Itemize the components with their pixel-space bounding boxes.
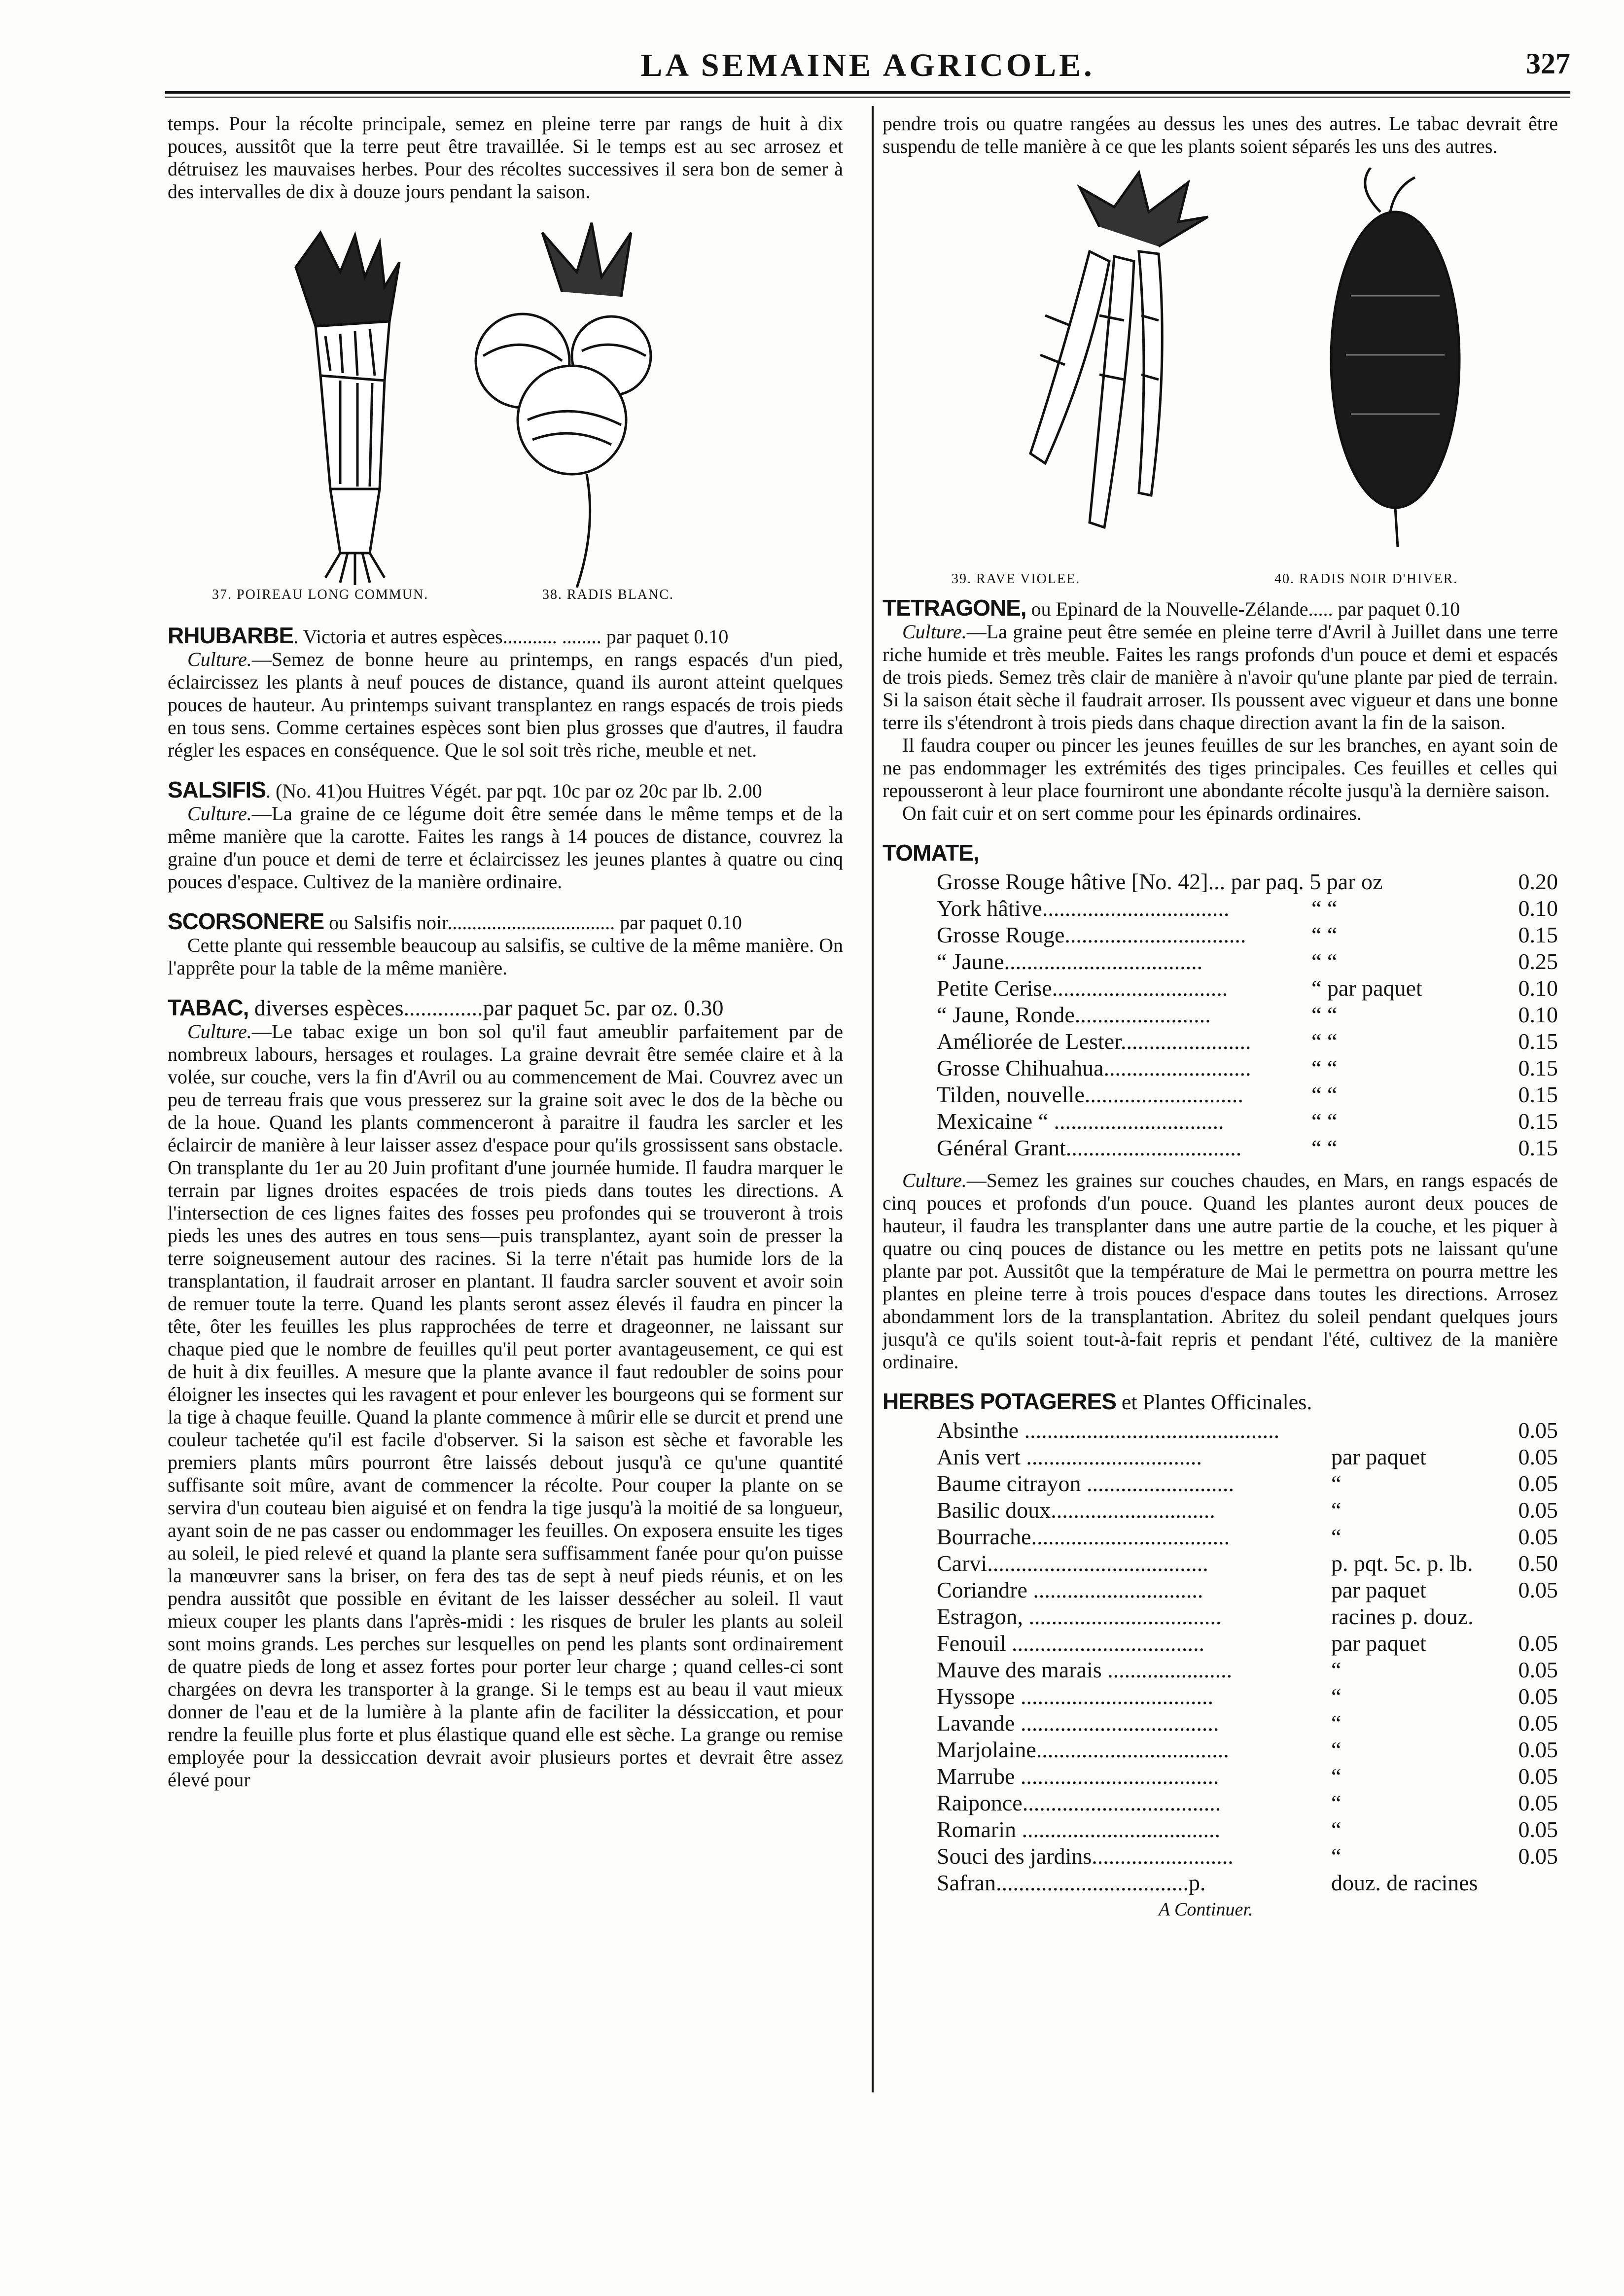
item-unit: “ [1331,1684,1342,1709]
tomate-culture-label: Culture. [902,1169,967,1191]
item-unit: “ “ [1311,896,1338,921]
tetragone-p2: Il faudra couper ou pincer les jeunes feuilles de sur les branches, en ayant soin de ne pas endommager les extrémités des tiges principales. Ces feuilles et celles qui repousseront à leur place fourniront une abondante récolte jusqu'à la dernière saison. [883,734,1558,801]
price-row [937,1630,1558,1657]
price-row [937,922,1558,948]
item-price: 0.15 [1518,922,1558,947]
item-price: 0.05 [1518,1657,1558,1682]
price-row [937,1657,1558,1683]
turnip-blackradish-illustration [883,168,1558,591]
header-rule [165,91,1570,94]
entry-herbes [883,1390,1558,1921]
price-row [937,1843,1558,1870]
item-unit: “ [1331,1764,1342,1789]
price-row [937,1444,1558,1470]
entry-scorsonere [168,910,843,979]
item-name: Romarin ................................... [937,1817,1220,1842]
item-name: Basilic doux............................. [937,1497,1215,1523]
price-row [937,1028,1558,1055]
item-name: Mexicaine “ .............................. [937,1109,1224,1134]
item-name: Safran..................................p. [937,1870,1206,1895]
item-price: 0.05 [1518,1684,1558,1709]
item-price: 0.05 [1518,1418,1558,1443]
item-unit: “ “ [1311,949,1338,974]
salsifis-name: SALSIFIS [168,777,266,802]
figure-turnip-blackradish [883,168,1558,591]
price-row [937,1683,1558,1710]
tabac-culture-label: Culture. [187,1020,252,1043]
item-unit: “ [1331,1497,1342,1523]
item-unit: “ “ [1311,1109,1338,1134]
entry-salsifis [168,778,843,893]
price-row [937,1710,1558,1737]
column-divider [872,106,874,2092]
item-unit: par paquet [1331,1444,1426,1469]
item-name: “ Jaune................................... [937,949,1203,974]
item-unit: racines p. douz. [1331,1604,1474,1629]
item-price: 0.15 [1518,1135,1558,1160]
price-row [937,1577,1558,1603]
item-name: Absinthe ............................................. [937,1418,1280,1443]
price-row [937,1737,1558,1763]
item-name: Grosse Rouge................................ [937,922,1246,947]
tomate-price-list [937,869,1558,1161]
right-intro: pendre trois ou quatre rangées au dessus les unes des autres. Le tabac devrait être suspendu de telle manière à ce que les plants soient séparés les uns des autres. [883,112,1558,157]
item-unit: “ [1331,1710,1342,1736]
item-price: 0.50 [1518,1551,1558,1576]
tabac-text: —Le tabac exige un bon sol qu'il faut ameublir parfaitement par de nombreux labours, hersages et roulages. La graine devrait être semée claire et à la volée, sur couche, vers la fin d'Avril ou au commencement de Mai. Couvrez avec un peu de terreau frais que vous presserez sur la graine soit avec le dos de la bèche ou de la houe. Quand les plants commenceront à paraitre il faudra les sarcler et les éclaircir de manière à leur laisser assez d'espace pour qu'ils grossissent sans obstacle. On transplante du 1er au 20 Juin profitant d'une journée humide. Il faudra marquer le terrain par lignes droites espacées de trois pieds dans toutes les directions. A l'intersection de ces lignes faites des fosses peu profondes qui se trouveront à trois pieds les unes des autres en tous sens—puis transplantez, ayant soin de presser la terre soigneusement autour des racines. Si la terre n'était pas humide lors de la transplantation, il faudrait arroser en plantant. Il faudra sarcler souvent et avoir soin de remuer toute la terre. Quand les plants seront assez élevés il faudra en pincer la tête, ôter les feuilles les plus rapprochées de terre et drageonner, ne laissant sur chaque pied que le nombre de feuilles qu'il peut porter avantageusement, ce qui est de huit à dix feuilles. A mesure que la plante avance il faut redoubler de soins pour éloigner les insectes qui les ravagent et pour enlever les bourgeons qui se forment sur la tige à chaque feuille. Quand la plante commence à mûrir elle se durcit et prend une couleur tachetée qu'il est facile d'observer. Si la saison est sèche et favorable les premiers plants mûrs pourront être laissés debout jusqu'à ce qu'une quantité suffisante soit mûre, avant de commencer la récolte. Pour couper la plante on se servira d'un couteau bien aiguisé et on fendra la tige jusqu'à la moitié de sa longueur, ayant soin de ne pas casser ou endommager les feuilles. On exposera ensuite les tiges au soleil, le pied relevé et quand la plante sera suffisamment fanée pour qu'on puisse la manœuvrer sans la briser, on fera des tas de sept à neuf pieds réunis, et on les pendra aussitôt que possible en évitant de les laisser dessécher au soleil. Il vaut mieux couper les plants dans l'après-midi : les risques de bruler les plants au soleil sont moins grands. Les perches sur lesquelles on pend les plants sont ordinairement de quatre pieds de long et assez fortes pour porter leur charge ; quand celles-ci sont chargées on devra les transporter à la grange. Si le temps est au beau il vaut mieux donner de l'eau et de la lumière à la plante afin de faciliter la déssiccation, et pour rendre la feuille plus forte et plus élastique quand elle est sèche. La grange ou remise employée pour la dessiccation devrait avoir plusieurs portes et devrait être assez élevé pour [168,1020,843,1791]
item-unit: “ par paquet [1311,975,1422,1001]
item-name: Mauve des marais ...................... [937,1657,1233,1682]
tabac-name: TABAC, [168,995,249,1020]
entry-tetragone [883,596,1558,825]
price-row [937,1081,1558,1108]
item-unit: “ [1331,1471,1342,1496]
item-price: 0.05 [1518,1844,1558,1869]
item-price: 0.05 [1518,1524,1558,1549]
item-name: Améliorée de Lester....................... [937,1029,1251,1054]
item-unit: “ “ [1311,1029,1338,1054]
salsifis-head: . (No. 41)ou Huitres Végét. par pqt. 10c par oz 20c par lb. 2.00 [266,780,762,802]
page-number: 327 [1526,47,1570,80]
price-row [937,1870,1558,1896]
price-row [937,948,1558,975]
item-unit: p. pqt. 5c. p. lb. [1331,1551,1473,1576]
item-name: Raiponce................................... [937,1790,1221,1815]
tetragone-head: ou Epinard de la Nouvelle-Zélande..... par paquet 0.10 [1026,598,1460,620]
item-price: 0.05 [1518,1471,1558,1496]
item-name: Souci des jardins......................... [937,1844,1234,1869]
price-row [937,1603,1558,1630]
item-name: Hyssope .................................. [937,1684,1213,1709]
item-name: Marrube ................................... [937,1764,1219,1789]
price-row [937,1135,1558,1161]
item-unit: “ [1331,1737,1342,1762]
item-name: Grosse Rouge hâtive [No. 42]... par paq. 5 par oz [937,869,1383,894]
item-unit: “ [1331,1657,1342,1682]
header-rule-thin [165,97,1570,98]
herbes-head: et Plantes Officinales. [1116,1390,1312,1414]
item-price: 0.25 [1518,949,1558,974]
item-name: Bourrache................................... [937,1524,1230,1549]
price-row [937,895,1558,922]
item-name: Tilden, nouvelle............................ [937,1082,1243,1107]
page-header [165,47,1570,86]
price-row [937,1470,1558,1497]
salsifis-culture-label: Culture. [187,802,252,825]
item-unit: “ “ [1311,1082,1338,1107]
item-name: Lavande ................................... [937,1710,1219,1736]
salsifis-text: —La graine de ce légume doit être semée dans le même temps et de la même manière que la carotte. Faites les rangs à 14 pouces de distance, couvrez la graine d'un pouce et demi de terre et éclaircissez les jeunes plantes à quatre ou cinq pouces d'espace. Cultivez de la manière ordinaire. [168,802,843,893]
item-price: 0.20 [1518,869,1558,894]
entry-rhubarbe [168,624,843,762]
item-price: 0.05 [1518,1764,1558,1789]
item-unit: “ “ [1311,1135,1338,1160]
price-row [937,869,1558,895]
item-price: 0.05 [1518,1710,1558,1736]
item-price: 0.05 [1518,1631,1558,1656]
leek-illustration [296,233,399,585]
rhubarbe-text: —Semez de bonne heure au printemps, en rangs espacés d'un pied, éclaircissez les plants à neuf pouces de distance, quand ils auront atteint quelques pouces de hauteur. Au printemps suivant transplantez en rangs espacés de trois pieds en tous sens. Comme certaines espèces sont bien plus grosses que d'autres, il faudra régler les espaces en conséquence. Que le sol soit très riche, meuble et net. [168,648,843,761]
price-row [937,1524,1558,1550]
price-row [937,975,1558,1002]
scorsonere-text: Cette plante qui ressemble beaucoup au salsifis, se cultive de la même manière. On l'apprête pour la table de la même manière. [168,934,843,979]
price-row [937,1055,1558,1081]
item-name: Fenouil .................................. [937,1631,1205,1656]
item-unit: “ “ [1311,1055,1338,1080]
price-row [937,1790,1558,1816]
item-price: 0.05 [1518,1817,1558,1842]
item-unit: par paquet [1331,1577,1426,1602]
black-radish-illustration [1331,168,1459,547]
item-name: Baume citrayon .......................... [937,1471,1235,1496]
scorsonere-name: SCORSONERE [168,908,324,934]
item-price: 0.05 [1518,1577,1558,1602]
item-price: 0.15 [1518,1029,1558,1054]
item-price: 0.10 [1518,896,1558,921]
price-row [937,1417,1558,1444]
price-row [937,1816,1558,1843]
tomate-name: TOMATE, [883,840,979,866]
item-unit: “ [1331,1817,1342,1842]
fig39-caption: 39. RAVE VIOLEE. [952,571,1081,587]
leek-radish-illustration [168,213,843,607]
item-unit: “ “ [1311,1002,1338,1027]
item-name: York hâtive................................. [937,896,1230,921]
journal-title: LA SEMAINE AGRICOLE. [640,47,1095,83]
item-unit: “ [1331,1790,1342,1815]
item-unit: “ [1331,1844,1342,1869]
item-price: 0.05 [1518,1790,1558,1815]
entry-tabac [168,996,843,1791]
item-name: Carvi....................................... [937,1551,1208,1576]
item-name: Estragon, .................................. [937,1604,1222,1629]
scorsonere-head: ou Salsifis noir.................................. par paquet 0.10 [324,911,742,934]
item-price: 0.05 [1518,1497,1558,1523]
tomate-text: —Semez les graines sur couches chaudes, en Mars, en rangs espacés de cinq pouces et profonds d'un pouce. Quand les plantes auront deux pouces de hauteur, il faudra les transplanter dans une autre partie de la couche, et les piquer à quatre ou cinq pouces de distance ou les mettre en petits pots ne laissant qu'une plante par pot. Aussitôt que la température de Mai le permettra on pourra mettre les plantes en pleine terre à trois pouces d'espace dans toutes les directions. Arrosez abondamment lors de la transplantation. Abritez du soleil pendant quelques jours jusqu'à ce qu'ils soient tout-à-fait repris et pendant l'été, cultivez de la manière ordinaire. [883,1169,1558,1373]
item-name: Petite Cerise............................... [937,975,1228,1001]
item-name: Coriandre .............................. [937,1577,1203,1602]
item-name: Général Grant............................... [937,1135,1242,1160]
entry-tomate [883,841,1558,1373]
price-row [937,1108,1558,1135]
left-intro: temps. Pour la récolte principale, semez en pleine terre par rangs de huit à dix pouces, aussitôt que la terre peut être travaillée. Si le temps est au sec arrosez et détruisez les mauvaises herbes. Pour des récoltes successives il sera bon de semer à des intervalles de dix à douze jours pendant la saison. [168,112,843,203]
item-price: 0.05 [1518,1737,1558,1762]
price-row [937,1763,1558,1790]
item-name: Anis vert ............................... [937,1444,1202,1469]
right-column [883,112,1558,1921]
fig40-caption: 40. RADIS NOIR D'HIVER. [1274,571,1458,587]
price-row [937,1550,1558,1577]
item-name: Marjolaine.................................. [937,1737,1229,1762]
tabac-head: diverses espèces..............par paquet 5c. par oz. 0.30 [248,995,724,1020]
rhubarbe-name: RHUBARBE [168,623,294,648]
continuer-note: A Continuer. [1159,1899,1253,1920]
item-price: 0.05 [1518,1444,1558,1469]
item-price: 0.15 [1518,1082,1558,1107]
item-price: 0.15 [1518,1109,1558,1134]
rave-illustration [1030,173,1208,527]
tetragone-name: TETRAGONE, [883,595,1026,621]
rhubarbe-head: . Victoria et autres espèces........... ........ par paquet 0.10 [293,626,729,648]
item-unit: par paquet [1331,1631,1426,1656]
item-price: 0.10 [1518,975,1558,1001]
item-price: 0.15 [1518,1055,1558,1080]
rhubarbe-culture-label: Culture. [187,648,252,670]
herbes-name: HERBES POTAGERES [883,1389,1116,1414]
item-unit: “ [1331,1524,1342,1549]
item-name: Grosse Chihuahua.......................... [937,1055,1251,1080]
item-unit: “ “ [1311,922,1338,947]
herbes-price-list [937,1417,1558,1896]
tetragone-p3: On fait cuir et on sert comme pour les épinards ordinaires. [902,802,1362,824]
price-row [937,1002,1558,1028]
radish-illustration [476,223,651,588]
item-unit: douz. de racines [1331,1870,1478,1895]
fig38-caption: 38. RADIS BLANC. [542,587,674,602]
tetragone-text: —La graine peut être semée en pleine terre d'Avril à Juillet dans une terre riche humide et très meuble. Faites les rangs profonds d'un pouce et demi et espacés de trois pieds. Semez très clair de manière à n'avoir qu'une plante par pied de terrain. Si la saison était sèche il faudrait arroser. Ils poussent avec vigueur et dans une bonne terre ils s'étendront à trois pieds dans chaque direction avant la fin de la saison. [883,621,1558,733]
figure-leek-radish [168,213,843,607]
item-name: “ Jaune, Ronde........................ [937,1002,1211,1027]
left-column [168,112,843,1791]
price-row [937,1497,1558,1524]
fig37-caption: 37. POIREAU LONG COMMUN. [212,587,429,602]
tetragone-culture-label: Culture. [902,621,967,643]
item-price: 0.10 [1518,1002,1558,1027]
